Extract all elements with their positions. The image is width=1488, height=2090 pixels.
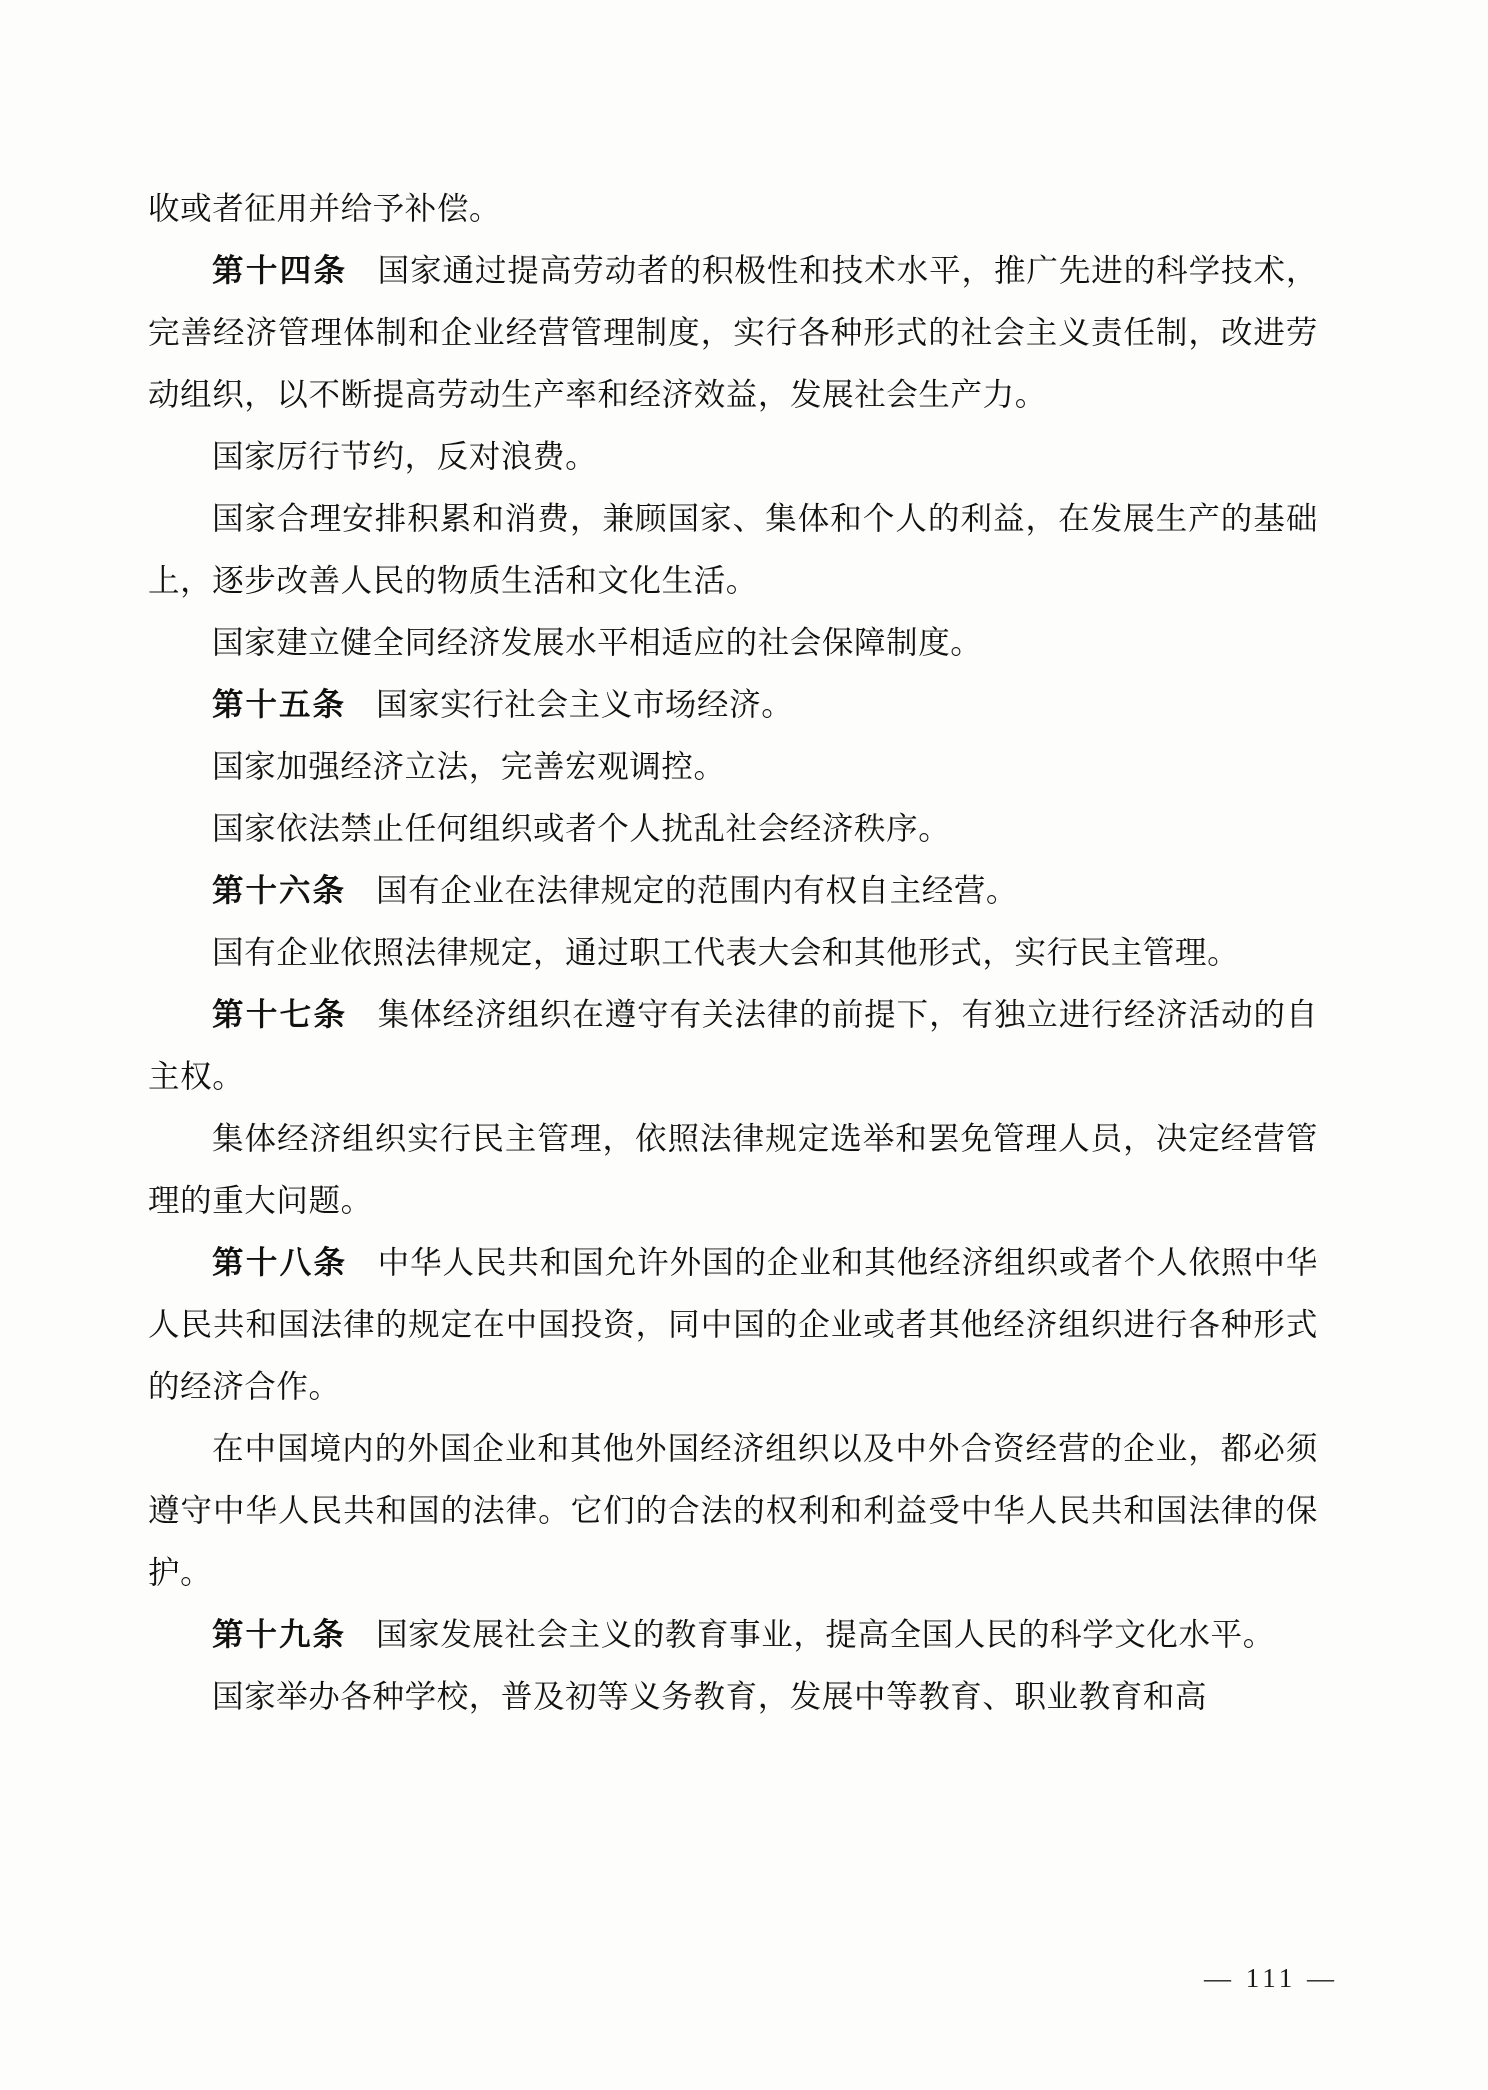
paragraph-14-4 xyxy=(148,612,1318,674)
page-footer xyxy=(1204,1963,1338,1994)
paragraph-18-2 xyxy=(148,1418,1318,1604)
page-number: 111 xyxy=(1245,1963,1297,1993)
paragraph-15-2 xyxy=(148,736,1318,798)
paragraph-text: 集体经济组织实行民主管理，依照法律规定选举和罢免管理人员，决定经营管理的重大问题。 xyxy=(148,1121,1318,1218)
paragraph-text: 集体经济组织在遵守有关法律的前提下，有独立进行经济活动的自主权。 xyxy=(148,997,1318,1094)
paragraph-text: 国家依法禁止任何组织或者个人扰乱社会经济秩序。 xyxy=(212,811,951,846)
paragraph-text: 中华人民共和国允许外国的企业和其他经济组织或者个人依照中华人民共和国法律的规定在中国投资，同中国的企业或者其他经济组织进行各种形式的经济合作。 xyxy=(148,1245,1318,1404)
page-body xyxy=(148,178,1318,1728)
paragraph-article-18 xyxy=(148,1232,1318,1418)
paragraph-17-2 xyxy=(148,1108,1318,1232)
article-number: 第十九条 xyxy=(212,1617,347,1652)
article-number: 第十五条 xyxy=(212,687,347,722)
article-number: 第十四条 xyxy=(212,253,348,288)
paragraph-continuation xyxy=(148,178,1318,240)
paragraph-14-2 xyxy=(148,426,1318,488)
paragraph-15-3 xyxy=(148,798,1318,860)
paragraph-article-15 xyxy=(148,674,1318,736)
paragraph-text: 国家合理安排积累和消费，兼顾国家、集体和个人的利益，在发展生产的基础上，逐步改善人民的物质生活和文化生活。 xyxy=(148,501,1318,598)
paragraph-text: 国家实行社会主义市场经济。 xyxy=(376,687,794,722)
page-marker-left: — xyxy=(1204,1963,1235,1993)
paragraph-16-2 xyxy=(148,922,1318,984)
paragraph-text: 国有企业在法律规定的范围内有权自主经营。 xyxy=(376,873,1019,908)
paragraph-article-16 xyxy=(148,860,1318,922)
paragraph-text: 国有企业依照法律规定，通过职工代表大会和其他形式，实行民主管理。 xyxy=(212,935,1240,970)
paragraph-19-2 xyxy=(148,1666,1318,1728)
paragraph-text: 在中国境内的外国企业和其他外国经济组织以及中外合资经营的企业，都必须遵守中华人民共和国的法律。它们的合法的权利和利益受中华人民共和国法律的保护。 xyxy=(148,1431,1318,1590)
paragraph-article-19 xyxy=(148,1604,1318,1666)
paragraph-text: 国家厉行节约，反对浪费。 xyxy=(212,439,598,474)
paragraph-text: 国家通过提高劳动者的积极性和技术水平，推广先进的科学技术，完善经济管理体制和企业经营管理制度，实行各种形式的社会主义责任制，改进劳动组织，以不断提高劳动生产率和经济效益，发展社会生产力。 xyxy=(148,253,1318,412)
article-number: 第十八条 xyxy=(212,1245,348,1280)
article-number: 第十七条 xyxy=(212,997,348,1032)
paragraph-article-17 xyxy=(148,984,1318,1108)
paragraph-text: 收或者征用并给予补偿。 xyxy=(148,191,502,226)
paragraph-text: 国家加强经济立法，完善宏观调控。 xyxy=(212,749,726,784)
paragraph-text: 国家发展社会主义的教育事业，提高全国人民的科学文化水平。 xyxy=(376,1617,1275,1652)
page-marker-right: — xyxy=(1307,1963,1338,1993)
paragraph-14-3 xyxy=(148,488,1318,612)
paragraph-text: 国家建立健全同经济发展水平相适应的社会保障制度。 xyxy=(212,625,983,660)
article-number: 第十六条 xyxy=(212,873,347,908)
paragraph-text: 国家举办各种学校，普及初等义务教育，发展中等教育、职业教育和高 xyxy=(212,1679,1208,1714)
paragraph-article-14 xyxy=(148,240,1318,426)
